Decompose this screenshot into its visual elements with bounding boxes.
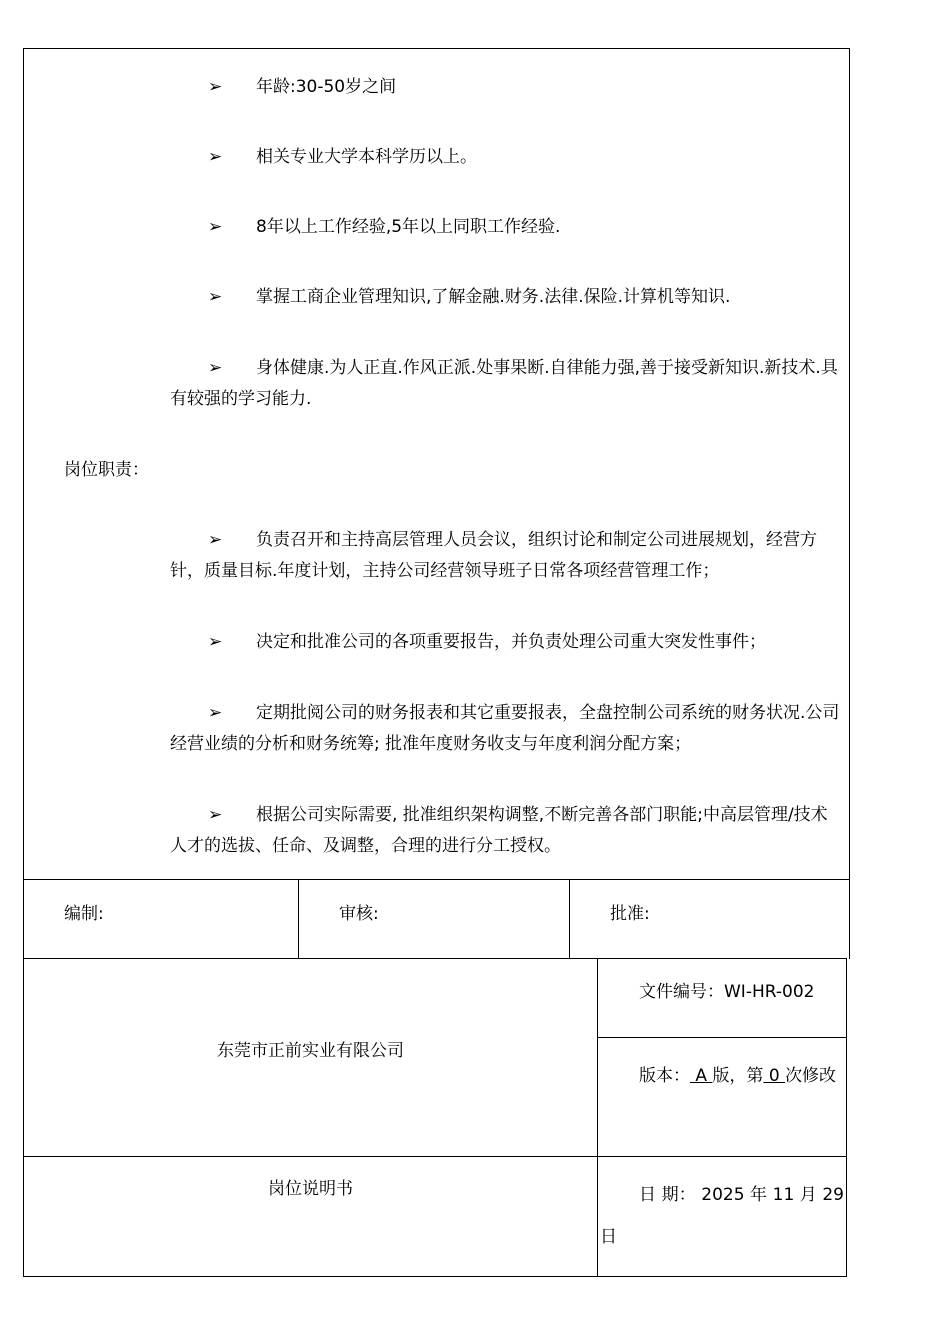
bullet-arrow-icon: ➢ — [208, 703, 223, 723]
bullet-arrow-icon: ➢ — [208, 147, 223, 167]
border-right — [849, 48, 850, 959]
bullet-arrow-icon: ➢ — [208, 632, 223, 652]
bullet-arrow-icon: ➢ — [208, 77, 223, 97]
requirement-item: ➢ 年龄:30-50岁之间 — [170, 72, 844, 103]
version-info: 版本： A 版，第 0 次修改 — [639, 1066, 837, 1086]
border-signoff-div2 — [569, 879, 570, 959]
requirement-item: ➢ 8年以上工作经验,5年以上同职工作经验. — [170, 212, 844, 243]
bullet-arrow-icon: ➢ — [208, 217, 223, 237]
bullet-arrow-icon: ➢ — [208, 287, 223, 307]
document-number: 文件编号：WI-HR-002 — [639, 982, 815, 1002]
compiled-label: 编制: — [64, 904, 104, 924]
bullet-arrow-icon: ➢ — [208, 530, 223, 550]
bullet-arrow-icon: ➢ — [208, 805, 223, 825]
requirement-item: ➢ 掌握工商企业管理知识,了解金融.财务.法律.保险.计算机等知识. — [170, 282, 844, 313]
border-footer-top — [23, 958, 847, 959]
duty-item: ➢ 根据公司实际需要, 批准组织架构调整,不断完善各部门职能;中高层管理/技术人才的选拔、任命、及调整，合理的进行分工授权。 — [170, 800, 844, 862]
bullet-arrow-icon: ➢ — [208, 358, 223, 378]
border-top — [23, 48, 850, 49]
approved-label: 批准: — [610, 904, 650, 924]
border-footer-mid — [597, 958, 598, 1277]
requirement-item: ➢ 身体健康.为人正直.作风正派.处事果断.自律能力强,善于接受新知识.新技术.具有较强的学习能力. — [170, 353, 844, 415]
version-value: A — [690, 1066, 713, 1086]
border-left — [23, 48, 24, 959]
border-footer-bottom — [23, 1276, 847, 1277]
revision-value: 0 — [763, 1066, 786, 1086]
border-signoff-div1 — [298, 879, 299, 959]
document-date: 日 期： 2025 年 11 月 29日 — [600, 1185, 844, 1247]
border-footer-right-row — [597, 1037, 847, 1038]
border-signoff-top — [23, 879, 850, 880]
duty-item: ➢ 决定和批准公司的各项重要报告，并负责处理公司重大突发性事件； — [170, 627, 844, 658]
requirement-item: ➢ 相关专业大学本科学历以上。 — [170, 142, 844, 173]
duty-item: ➢ 定期批阅公司的财务报表和其它重要报表，全盘控制公司系统的财务状况.公司经营业绩的分析和财务统筹; 批准年度财务收支与年度利润分配方案； — [170, 698, 844, 760]
company-name: 东莞市正前实业有限公司 — [217, 1041, 404, 1061]
duties-heading: 岗位职责： — [64, 460, 149, 480]
border-footer-right — [846, 958, 847, 1277]
duty-item: ➢ 负责召开和主持高层管理人员会议，组织讨论和制定公司进展规划，经营方针，质量目标.年度计划，主持公司经营领导班子日常各项经营管理工作； — [170, 525, 844, 587]
reviewed-label: 审核: — [339, 904, 379, 924]
border-footer-row — [23, 1156, 847, 1157]
document-title: 岗位说明书 — [268, 1179, 353, 1199]
border-footer-left — [23, 958, 24, 1277]
